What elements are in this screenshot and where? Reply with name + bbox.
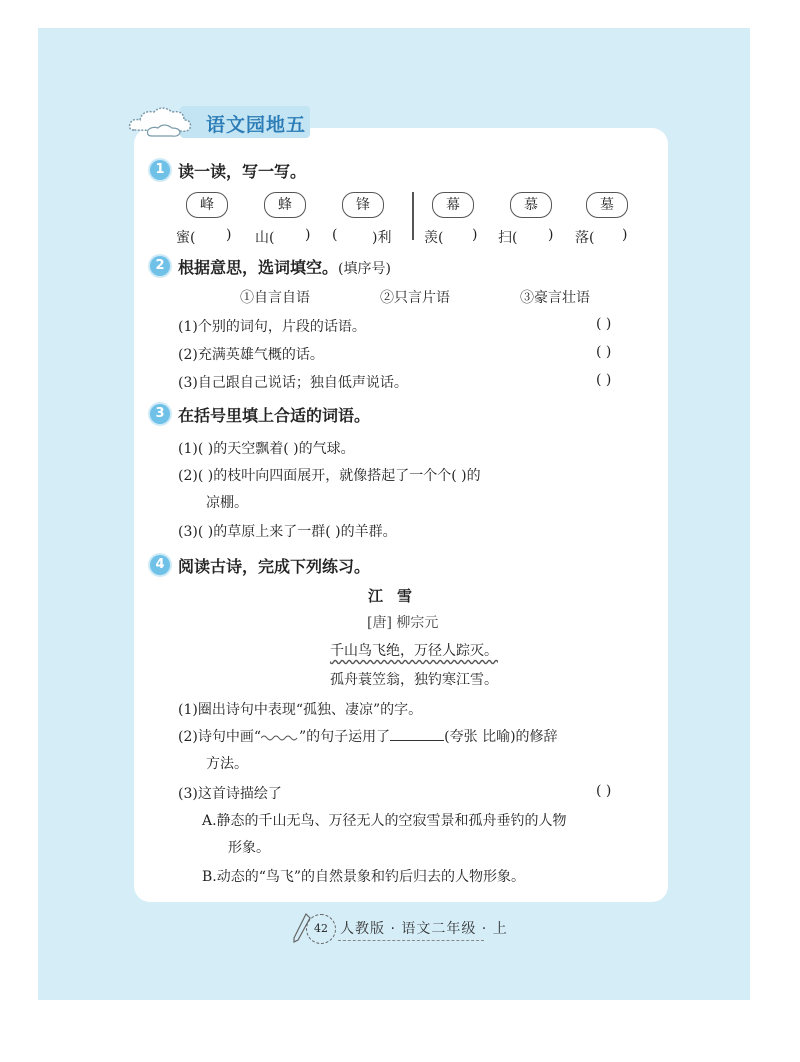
q2-part-a: (2)诗句中画“ — [178, 729, 261, 745]
page-number: 42 — [306, 914, 336, 944]
char-box: 慕 — [510, 192, 552, 218]
option: ②只言片语 — [380, 290, 450, 306]
unit-title: 语文园地五 — [206, 114, 307, 136]
question-item: (1)个别的词句，片段的话语。 — [178, 319, 366, 335]
option: ①自言自语 — [240, 290, 310, 306]
char-box: 墓 — [586, 192, 628, 218]
wavy-line-sample — [261, 731, 299, 741]
fill-blank: ) — [472, 227, 478, 243]
section-title-4: 阅读古诗，完成下列练习。 — [178, 557, 371, 576]
fill-blank: ) — [226, 227, 232, 243]
section-number-1: 1 — [150, 160, 170, 180]
answer-paren: ( ) — [596, 783, 612, 799]
poem-line: 千山鸟飞绝，万径人踪灭。 — [330, 643, 498, 659]
section-title-2 — [178, 255, 391, 278]
fill-blank: ( — [332, 227, 338, 243]
question-item: (3)自己跟自己说话；独自低声说话。 — [178, 375, 408, 391]
question-item-cont: 凉棚。 — [206, 495, 248, 511]
choice-a: A.静态的千山无鸟、万径无人的空寂雪景和孤舟垂钓的人物 — [202, 813, 567, 829]
section-title-2-text: 根据意思，选词填空。 — [178, 258, 339, 277]
answer-paren: ( ) — [596, 316, 612, 332]
q2-part-b: ”的句子运用了 — [299, 729, 391, 745]
fill-blank: ) — [622, 227, 628, 243]
answer-paren: ( ) — [596, 372, 612, 388]
option: ③豪言壮语 — [520, 290, 590, 306]
question-item-cont: 方法。 — [206, 756, 248, 772]
poem-author: [唐] 柳宗元 — [367, 615, 439, 631]
section-title-3: 在括号里填上合适的词语。 — [178, 406, 371, 425]
book-info: 人教版 · 语文二年级 · 上 — [340, 921, 508, 937]
char-box: 幕 — [432, 192, 474, 218]
question-item: (2)( )的枝叶向四面展开，就像搭起了一个个( )的 — [178, 468, 481, 484]
choice-a-cont: 形象。 — [228, 840, 270, 856]
fill-blank: 蜜( — [176, 230, 196, 246]
poem-title: 江雪 — [368, 587, 427, 605]
divider-line — [412, 192, 414, 240]
question-item: (1)圈出诗句中表现“孤独、凄凉”的字。 — [178, 702, 423, 718]
char-box: 蜂 — [264, 192, 306, 218]
fill-blank: 落( — [575, 230, 595, 246]
fill-blank: 山( — [255, 230, 275, 246]
fill-blank: 扫( — [498, 230, 518, 246]
question-item — [178, 726, 558, 746]
answer-blank — [390, 728, 444, 741]
section-title-2-note: (填序号) — [338, 261, 391, 277]
fill-blank: ) — [548, 227, 554, 243]
choice-b: B.动态的“鸟飞”的自然景象和钓后归去的人物形象。 — [202, 869, 526, 885]
cloud-icon — [126, 100, 196, 140]
section-number-3: 3 — [150, 404, 170, 424]
fill-blank: 羡( — [424, 230, 444, 246]
question-item: (3)这首诗描绘了 — [178, 786, 282, 802]
question-item: (2)充满英雄气概的话。 — [178, 347, 324, 363]
fill-blank: )利 — [372, 230, 392, 246]
fill-blank: ) — [305, 227, 311, 243]
section-number-4: 4 — [150, 555, 170, 575]
footer-underline — [338, 940, 484, 941]
char-box: 锋 — [342, 192, 384, 218]
q2-part-c: (夸张 比喻)的修辞 — [444, 729, 558, 745]
section-title-1: 读一读，写一写。 — [178, 162, 307, 181]
question-item: (1)( )的天空飘着( )的气球。 — [178, 441, 355, 457]
poem-line: 孤舟蓑笠翁，独钓寒江雪。 — [330, 672, 498, 688]
char-box: 峰 — [186, 192, 228, 218]
answer-paren: ( ) — [596, 344, 612, 360]
section-number-2: 2 — [150, 256, 170, 276]
question-item: (3)( )的草原上来了一群( )的羊群。 — [178, 524, 397, 540]
